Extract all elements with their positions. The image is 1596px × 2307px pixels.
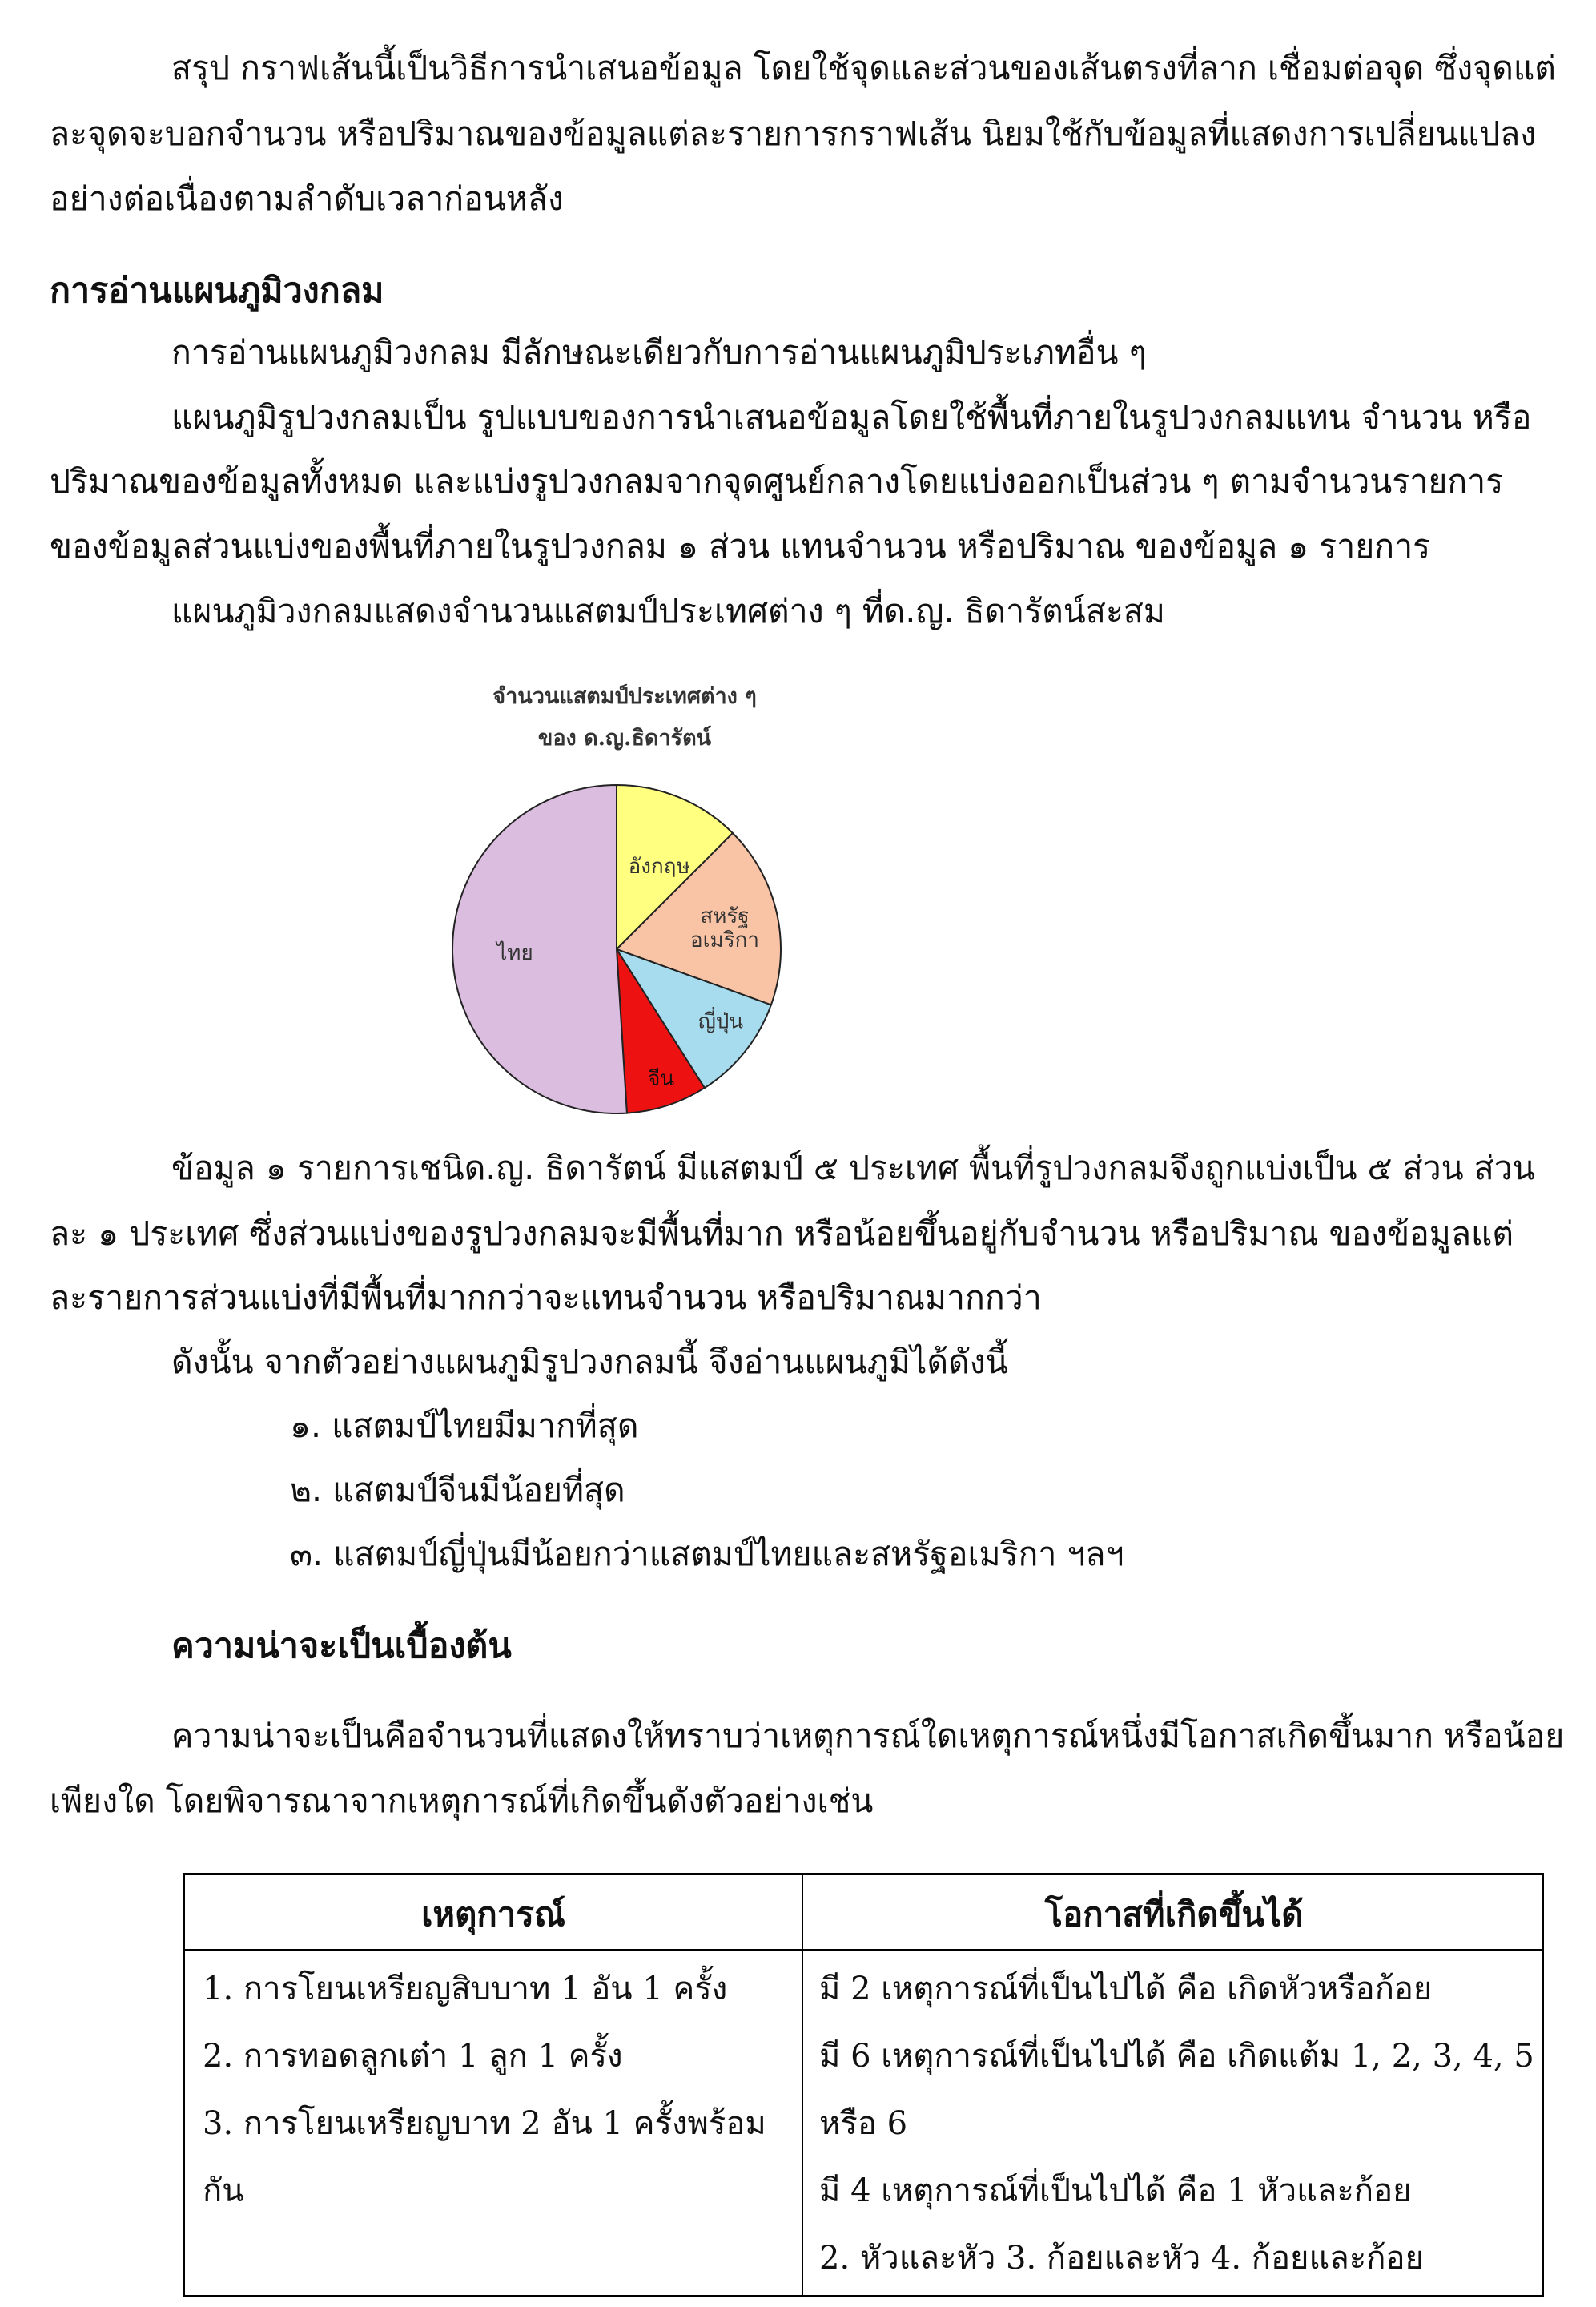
- pie-slice: [452, 785, 627, 1113]
- pie-chart: [448, 665, 801, 1121]
- table-cell-event-3-cont: กัน: [203, 2172, 244, 2209]
- table-cell-chance-1: มี 2 เหตุการณ์ที่เป็นไปได้ คือ เกิดหัวหรือก้อย: [819, 1971, 1433, 2007]
- pie-text-line-2: แผนภูมิรูปวงกลมเป็น รูปแบบของการนำเสนอข้อมูลโดยใช้พื้นที่ภายในรูปวงกลมแทน จำนวน หรือ: [171, 398, 1532, 437]
- table-cell-chance-2-cont: หรือ 6: [819, 2105, 908, 2142]
- table-cell-chance-3: มี 4 เหตุการณ์ที่เป็นไปได้ คือ 1 หัวและก้อย: [819, 2172, 1412, 2209]
- pie-text-line-1: การอ่านแผนภูมิวงกลม มีลักษณะเดียวกับการอ่านแผนภูมิประเภทอื่น ๆ: [171, 333, 1147, 372]
- pie-text-line-4: ของข้อมูลส่วนแบ่งของพื้นที่ภายในรูปวงกลม ๑ ส่วน แทนจำนวน หรือปริมาณ ของข้อมูล ๑ รายการ: [50, 527, 1431, 566]
- pie-slice-label: จีน: [648, 1066, 675, 1091]
- intro-line-2: ละจุดจะบอกจำนวน หรือปริมาณของข้อมูลแต่ละรายการกราฟเส้น นิยมใช้กับข้อมูลที่แสดงการเปลี่ยนแปลง: [50, 115, 1537, 153]
- reading-list-item-1: ๑. แสตมป์ไทยมีมากที่สุด: [290, 1407, 639, 1445]
- after-chart-line-4: ดังนั้น จากตัวอย่างแผนภูมิรูปวงกลมนี้ จึงอ่านแผนภูมิได้ดังนี้: [171, 1343, 1008, 1381]
- probability-line-2: เพียงใด โดยพิจารณาจากเหตุการณ์ที่เกิดขึ้นดังตัวอย่างเช่น: [50, 1782, 874, 1820]
- table-header-divider: [185, 1949, 1542, 1951]
- table-header-chance: โอกาสที่เกิดขึ้นได้: [1044, 1894, 1304, 1934]
- table-cell-event-3: 3. การโยนเหรียญบาท 2 อัน 1 ครั้งพร้อม: [203, 2105, 766, 2142]
- pie-slice-label: อังกฤษ: [628, 854, 690, 879]
- pie-section-heading: การอ่านแผนภูมิวงกลม: [50, 271, 384, 311]
- intro-line-1: สรุป กราฟเส้นนี้เป็นวิธีการนำเสนอข้อมูล โดยใช้จุดและส่วนของเส้นตรงที่ลาก เชื่อมต่อจุด ซึ่งจุดแต่: [171, 49, 1556, 87]
- intro-line-3: อย่างต่อเนื่องตามลำดับเวลาก่อนหลัง: [50, 179, 564, 218]
- table-cell-chance-2: มี 6 เหตุการณ์ที่เป็นไปได้ คือ เกิดแต้ม 1, 2, 3, 4, 5: [819, 2038, 1534, 2075]
- reading-list-item-3: ๓. แสตมป์ญี่ปุ่นมีน้อยกว่าแสตมป์ไทยและสหรัฐอเมริกา ฯลฯ: [290, 1535, 1124, 1573]
- after-chart-line-1: ข้อมูล ๑ รายการเชนิด.ญ. ธิดารัตน์ มีแสตมป์ ๕ ประเทศ พื้นที่รูปวงกลมจึงถูกแบ่งเป็น ๕ ส่วน ส่วน: [171, 1149, 1535, 1187]
- pie-text-line-5: แผนภูมิวงกลมแสดงจำนวนแสตมป์ประเทศต่าง ๆ ที่ด.ญ. ธิดารัตน์สะสม: [171, 592, 1165, 630]
- table-cell-event-1: 1. การโยนเหรียญสิบบาท 1 อัน 1 ครั้ง: [203, 1971, 728, 2007]
- pie-slice-label: ญี่ปุ่น: [697, 1009, 744, 1034]
- events-table: [183, 1873, 1544, 2297]
- chart-subtitle: ของ ด.ญ.ธิดารัตน์: [537, 726, 712, 751]
- probability-section-heading: ความน่าจะเป็นเบื้องต้น: [171, 1626, 512, 1666]
- table-cell-chance-3-cont: 2. หัวและหัว 3. ก้อยและหัว 4. ก้อยและก้อย: [819, 2240, 1424, 2277]
- pie-text-line-3: ปริมาณของข้อมูลทั้งหมด และแบ่งรูปวงกลมจากจุดศูนย์กลางโดยแบ่งออกเป็นส่วน ๆ ตามจำนวนรายการ: [50, 462, 1504, 501]
- pie-slice-label: สหรัฐอเมริกา: [690, 904, 760, 953]
- table-header-event: เหตุการณ์: [421, 1894, 565, 1934]
- reading-list-item-2: ๒. แสตมป์จีนมีน้อยที่สุด: [290, 1471, 625, 1509]
- table-cell-event-2: 2. การทอดลูกเต๋า 1 ลูก 1 ครั้ง: [203, 2038, 623, 2075]
- after-chart-line-3: ละรายการส่วนแบ่งที่มีพื้นที่มากกว่าจะแทนจำนวน หรือปริมาณมากกว่า: [50, 1278, 1042, 1317]
- pie-slice-label: ไทย: [496, 940, 533, 965]
- probability-line-1: ความน่าจะเป็นคือจำนวนที่แสดงให้ทราบว่าเหตุการณ์ใดเหตุการณ์หนึ่งมีโอกาสเกิดขึ้นมาก หรือน้อย: [171, 1717, 1565, 1755]
- after-chart-line-2: ละ ๑ ประเทศ ซึ่งส่วนแบ่งของรูปวงกลมจะมีพื้นที่มาก หรือน้อยขึ้นอยู่กับจำนวน หรือปริมาณ ของข้อมูลแต่: [50, 1214, 1514, 1253]
- chart-title: จำนวนแสตมป์ประเทศต่าง ๆ: [492, 684, 757, 709]
